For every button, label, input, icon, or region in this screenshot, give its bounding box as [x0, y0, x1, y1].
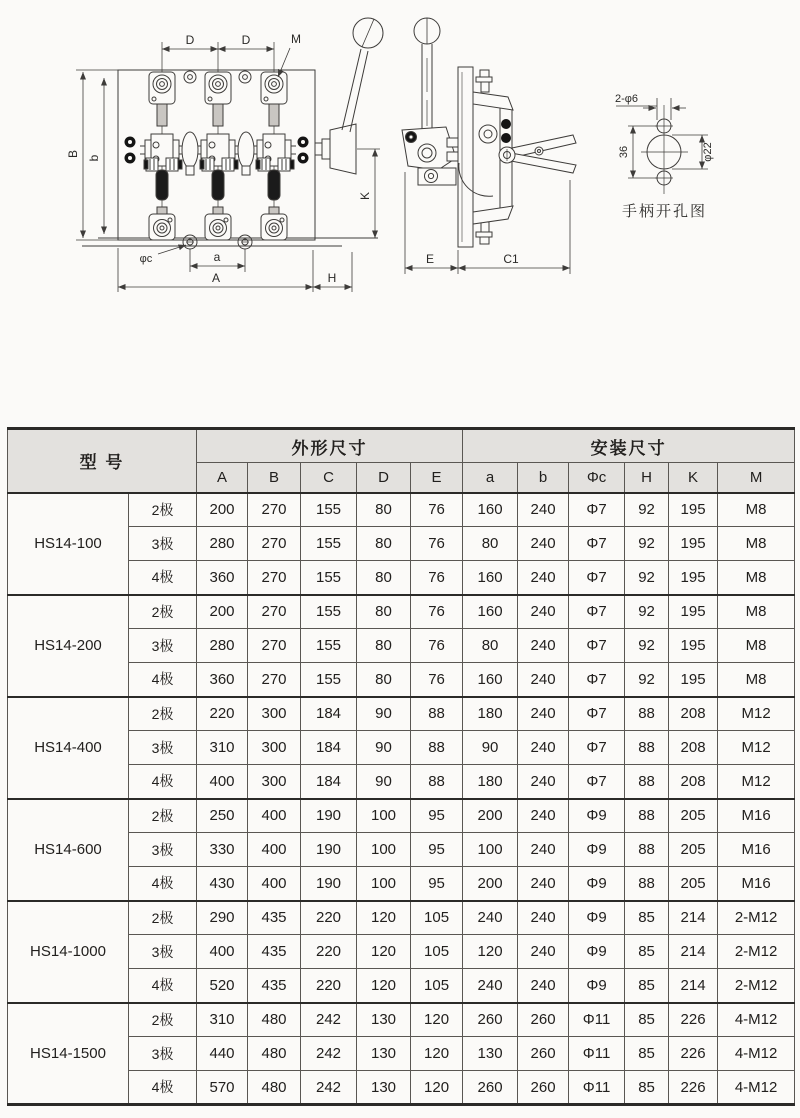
value-cell: 90	[357, 765, 411, 799]
model-cell: HS14-1000	[8, 901, 129, 1003]
value-cell: 100	[357, 833, 411, 867]
value-cell: 120	[463, 935, 518, 969]
value-cell: 90	[357, 731, 411, 765]
value-cell: 92	[625, 561, 669, 595]
poles-cell: 3极	[129, 935, 197, 969]
value-cell: M8	[718, 493, 795, 527]
value-cell: 400	[197, 935, 248, 969]
value-cell: 240	[518, 969, 569, 1003]
value-cell: 155	[301, 629, 357, 663]
value-cell: M8	[718, 663, 795, 697]
value-cell: 195	[669, 493, 718, 527]
value-cell: Φ11	[569, 1037, 625, 1071]
col-H: H	[625, 463, 669, 493]
value-cell: 226	[669, 1037, 718, 1071]
poles-cell: 2极	[129, 493, 197, 527]
side-view-drawing	[402, 18, 576, 274]
value-cell: Φ7	[569, 697, 625, 731]
value-cell: 155	[301, 663, 357, 697]
value-cell: 80	[463, 527, 518, 561]
value-cell: 155	[301, 527, 357, 561]
value-cell: Φ9	[569, 867, 625, 901]
value-cell: 88	[625, 867, 669, 901]
technical-drawing	[0, 0, 800, 424]
value-cell: 200	[463, 867, 518, 901]
value-cell: 270	[248, 629, 301, 663]
value-cell: 92	[625, 595, 669, 629]
front-view-drawing	[66, 18, 383, 292]
value-cell: 220	[301, 969, 357, 1003]
value-cell: M8	[718, 561, 795, 595]
value-cell: 430	[197, 867, 248, 901]
value-cell: 2-M12	[718, 935, 795, 969]
value-cell: 120	[411, 1003, 463, 1037]
value-cell: 240	[463, 969, 518, 1003]
poles-cell: 2极	[129, 697, 197, 731]
value-cell: 95	[411, 833, 463, 867]
value-cell: Φ7	[569, 595, 625, 629]
col-E: E	[411, 463, 463, 493]
value-cell: 120	[357, 901, 411, 935]
value-cell: 76	[411, 493, 463, 527]
value-cell: 80	[357, 493, 411, 527]
dim-label-H: H	[327, 271, 337, 285]
value-cell: 240	[518, 629, 569, 663]
value-cell: Φ7	[569, 731, 625, 765]
poles-cell: 2极	[129, 1003, 197, 1037]
value-cell: 330	[197, 833, 248, 867]
value-cell: 205	[669, 867, 718, 901]
value-cell: Φ7	[569, 493, 625, 527]
value-cell: 105	[411, 969, 463, 1003]
value-cell: 76	[411, 527, 463, 561]
poles-cell: 2极	[129, 901, 197, 935]
dim-label-a: a	[213, 250, 221, 264]
value-cell: M12	[718, 765, 795, 799]
value-cell: 85	[625, 1003, 669, 1037]
value-cell: 88	[625, 697, 669, 731]
value-cell: 240	[463, 901, 518, 935]
value-cell: 105	[411, 935, 463, 969]
value-cell: M16	[718, 799, 795, 833]
value-cell: 88	[411, 765, 463, 799]
model-group	[8, 595, 795, 697]
value-cell: 310	[197, 1003, 248, 1037]
value-cell: 400	[248, 833, 301, 867]
dim-label-d2: D	[241, 33, 251, 47]
value-cell: 100	[463, 833, 518, 867]
value-cell: 280	[197, 527, 248, 561]
value-cell: 435	[248, 935, 301, 969]
value-cell: Φ9	[569, 901, 625, 935]
col-D: D	[357, 463, 411, 493]
value-cell: 95	[411, 867, 463, 901]
value-cell: 120	[411, 1037, 463, 1071]
value-cell: 180	[463, 697, 518, 731]
value-cell: 240	[518, 799, 569, 833]
value-cell: 160	[463, 595, 518, 629]
value-cell: 400	[248, 867, 301, 901]
value-cell: 90	[357, 697, 411, 731]
poles-cell: 3极	[129, 1037, 197, 1071]
table-row	[8, 901, 795, 935]
table-row	[8, 697, 795, 731]
value-cell: 180	[463, 765, 518, 799]
dim-label-m: M	[291, 32, 301, 46]
value-cell: Φ7	[569, 663, 625, 697]
value-cell: 92	[625, 663, 669, 697]
value-cell: 290	[197, 901, 248, 935]
col-C: C	[301, 463, 357, 493]
value-cell: 90	[463, 731, 518, 765]
model-group	[8, 799, 795, 901]
value-cell: M8	[718, 527, 795, 561]
dim-label-A: A	[211, 271, 221, 285]
value-cell: 240	[518, 697, 569, 731]
poles-cell: 3极	[129, 731, 197, 765]
value-cell: M12	[718, 697, 795, 731]
value-cell: 85	[625, 935, 669, 969]
value-cell: 80	[357, 561, 411, 595]
table-row	[8, 799, 795, 833]
value-cell: 240	[518, 765, 569, 799]
col-K: K	[669, 463, 718, 493]
value-cell: 120	[357, 969, 411, 1003]
value-cell: 195	[669, 595, 718, 629]
value-cell: Φ9	[569, 969, 625, 1003]
value-cell: 85	[625, 969, 669, 1003]
value-cell: 520	[197, 969, 248, 1003]
value-cell: 400	[248, 799, 301, 833]
value-cell: 130	[463, 1037, 518, 1071]
value-cell: 130	[357, 1037, 411, 1071]
value-cell: 300	[248, 697, 301, 731]
value-cell: 2-M12	[718, 901, 795, 935]
dim-label-holes: 2-φ6	[615, 93, 639, 105]
value-cell: 76	[411, 595, 463, 629]
dim-label-E: E	[425, 252, 435, 266]
value-cell: Φ7	[569, 561, 625, 595]
dim-label-d1: D	[185, 33, 195, 47]
value-cell: Φ7	[569, 765, 625, 799]
value-cell: 240	[518, 663, 569, 697]
value-cell: 208	[669, 765, 718, 799]
value-cell: 300	[248, 731, 301, 765]
value-cell: 240	[518, 561, 569, 595]
value-cell: 184	[301, 697, 357, 731]
value-cell: 480	[248, 1037, 301, 1071]
poles-cell: 3极	[129, 527, 197, 561]
value-cell: 76	[411, 663, 463, 697]
value-cell: 310	[197, 731, 248, 765]
value-cell: 184	[301, 765, 357, 799]
value-cell: 220	[197, 697, 248, 731]
value-cell: 205	[669, 833, 718, 867]
value-cell: 80	[357, 527, 411, 561]
value-cell: 92	[625, 493, 669, 527]
value-cell: 130	[357, 1003, 411, 1037]
value-cell: 260	[518, 1071, 569, 1105]
model-group	[8, 493, 795, 595]
value-cell: 85	[625, 1037, 669, 1071]
model-cell: HS14-400	[8, 697, 129, 799]
value-cell: 195	[669, 527, 718, 561]
col-A: A	[197, 463, 248, 493]
value-cell: 92	[625, 527, 669, 561]
col-B: B	[248, 463, 301, 493]
value-cell: 570	[197, 1071, 248, 1105]
value-cell: 270	[248, 493, 301, 527]
value-cell: 240	[518, 527, 569, 561]
header-model: 型 号	[8, 429, 197, 493]
hole-diagram-dimensions	[616, 98, 708, 178]
value-cell: 360	[197, 561, 248, 595]
value-cell: M12	[718, 731, 795, 765]
value-cell: 184	[301, 731, 357, 765]
dim-label-K: K	[358, 191, 372, 201]
value-cell: 155	[301, 595, 357, 629]
value-cell: 240	[518, 901, 569, 935]
value-cell: 360	[197, 663, 248, 697]
value-cell: 480	[248, 1003, 301, 1037]
value-cell: 250	[197, 799, 248, 833]
model-cell: HS14-200	[8, 595, 129, 697]
model-group	[8, 901, 795, 1003]
value-cell: 240	[518, 731, 569, 765]
value-cell: 242	[301, 1003, 357, 1037]
handle-hole-diagram	[615, 93, 714, 220]
value-cell: 88	[625, 799, 669, 833]
value-cell: 88	[411, 731, 463, 765]
value-cell: Φ9	[569, 935, 625, 969]
value-cell: Φ9	[569, 799, 625, 833]
value-cell: M8	[718, 629, 795, 663]
value-cell: 2-M12	[718, 969, 795, 1003]
value-cell: 214	[669, 901, 718, 935]
value-cell: M8	[718, 595, 795, 629]
poles-cell: 4极	[129, 663, 197, 697]
col-phic: Φc	[569, 463, 625, 493]
model-group	[8, 1003, 795, 1105]
dim-label-C1: C1	[503, 252, 519, 266]
poles-cell: 4极	[129, 561, 197, 595]
value-cell: 200	[197, 595, 248, 629]
switch-poles	[144, 42, 294, 240]
diagram-caption: 手柄开孔图	[622, 203, 708, 220]
value-cell: 76	[411, 629, 463, 663]
value-cell: 105	[411, 901, 463, 935]
handle-front	[315, 18, 383, 174]
value-cell: 435	[248, 969, 301, 1003]
value-cell: 440	[197, 1037, 248, 1071]
value-cell: 80	[357, 595, 411, 629]
value-cell: 130	[357, 1071, 411, 1105]
table-header	[8, 429, 795, 493]
dim-label-B: B	[66, 149, 80, 159]
value-cell: 100	[357, 867, 411, 901]
value-cell: 4-M12	[718, 1037, 795, 1071]
value-cell: 88	[625, 731, 669, 765]
value-cell: 240	[518, 833, 569, 867]
value-cell: 270	[248, 561, 301, 595]
value-cell: 190	[301, 833, 357, 867]
value-cell: 76	[411, 561, 463, 595]
value-cell: M16	[718, 833, 795, 867]
value-cell: 260	[463, 1003, 518, 1037]
value-cell: 270	[248, 595, 301, 629]
poles-cell: 3极	[129, 629, 197, 663]
value-cell: 100	[357, 799, 411, 833]
value-cell: 160	[463, 493, 518, 527]
value-cell: 240	[518, 595, 569, 629]
model-group	[8, 697, 795, 799]
spec-table	[7, 427, 795, 1106]
poles-cell: 4极	[129, 1071, 197, 1105]
poles-cell: 3极	[129, 833, 197, 867]
poles-cell: 4极	[129, 969, 197, 1003]
model-cell: HS14-100	[8, 493, 129, 595]
value-cell: 80	[357, 629, 411, 663]
value-cell: 88	[625, 833, 669, 867]
dim-label-36: 36	[618, 145, 630, 159]
value-cell: 195	[669, 629, 718, 663]
poles-cell: 4极	[129, 867, 197, 901]
value-cell: 88	[411, 697, 463, 731]
value-cell: 4-M12	[718, 1003, 795, 1037]
value-cell: 270	[248, 663, 301, 697]
value-cell: 480	[248, 1071, 301, 1105]
value-cell: 280	[197, 629, 248, 663]
poles-cell: 2极	[129, 595, 197, 629]
value-cell: 190	[301, 867, 357, 901]
value-cell: 260	[463, 1071, 518, 1105]
value-cell: Φ11	[569, 1003, 625, 1037]
value-cell: 160	[463, 561, 518, 595]
col-a: a	[463, 463, 518, 493]
poles-cell: 4极	[129, 765, 197, 799]
value-cell: 300	[248, 765, 301, 799]
value-cell: 214	[669, 935, 718, 969]
value-cell: 155	[301, 561, 357, 595]
value-cell: Φ7	[569, 629, 625, 663]
value-cell: 208	[669, 697, 718, 731]
value-cell: 95	[411, 799, 463, 833]
value-cell: Φ9	[569, 833, 625, 867]
value-cell: 214	[669, 969, 718, 1003]
value-cell: 190	[301, 799, 357, 833]
model-cell: HS14-1500	[8, 1003, 129, 1105]
value-cell: 88	[625, 765, 669, 799]
value-cell: 85	[625, 1071, 669, 1105]
value-cell: 155	[301, 493, 357, 527]
value-cell: 120	[411, 1071, 463, 1105]
header-outline-group: 外形尺寸	[197, 429, 463, 463]
table-row	[8, 493, 795, 527]
value-cell: 270	[248, 527, 301, 561]
value-cell: 4-M12	[718, 1071, 795, 1105]
value-cell: 220	[301, 935, 357, 969]
value-cell: 160	[463, 663, 518, 697]
value-cell: 226	[669, 1071, 718, 1105]
value-cell: 220	[301, 901, 357, 935]
header-install-group: 安装尺寸	[463, 429, 795, 463]
value-cell: 85	[625, 901, 669, 935]
value-cell: 195	[669, 663, 718, 697]
col-M: M	[718, 463, 795, 493]
value-cell: 242	[301, 1071, 357, 1105]
dim-label-phi22: φ22	[702, 142, 714, 162]
value-cell: M16	[718, 867, 795, 901]
value-cell: 200	[463, 799, 518, 833]
table-row	[8, 595, 795, 629]
table-row	[8, 1003, 795, 1037]
value-cell: 80	[463, 629, 518, 663]
value-cell: 260	[518, 1003, 569, 1037]
value-cell: 260	[518, 1037, 569, 1071]
value-cell: 208	[669, 731, 718, 765]
value-cell: 200	[197, 493, 248, 527]
value-cell: 80	[357, 663, 411, 697]
value-cell: 92	[625, 629, 669, 663]
dim-label-phic: φc	[139, 253, 153, 265]
value-cell: Φ7	[569, 527, 625, 561]
value-cell: 400	[197, 765, 248, 799]
value-cell: 240	[518, 493, 569, 527]
value-cell: 242	[301, 1037, 357, 1071]
value-cell: 435	[248, 901, 301, 935]
value-cell: 205	[669, 799, 718, 833]
value-cell: 226	[669, 1003, 718, 1037]
poles-cell: 2极	[129, 799, 197, 833]
value-cell: 120	[357, 935, 411, 969]
value-cell: 240	[518, 935, 569, 969]
dim-label-b: b	[87, 154, 101, 162]
value-cell: 240	[518, 867, 569, 901]
col-b: b	[518, 463, 569, 493]
value-cell: Φ11	[569, 1071, 625, 1105]
value-cell: 195	[669, 561, 718, 595]
model-cell: HS14-600	[8, 799, 129, 901]
